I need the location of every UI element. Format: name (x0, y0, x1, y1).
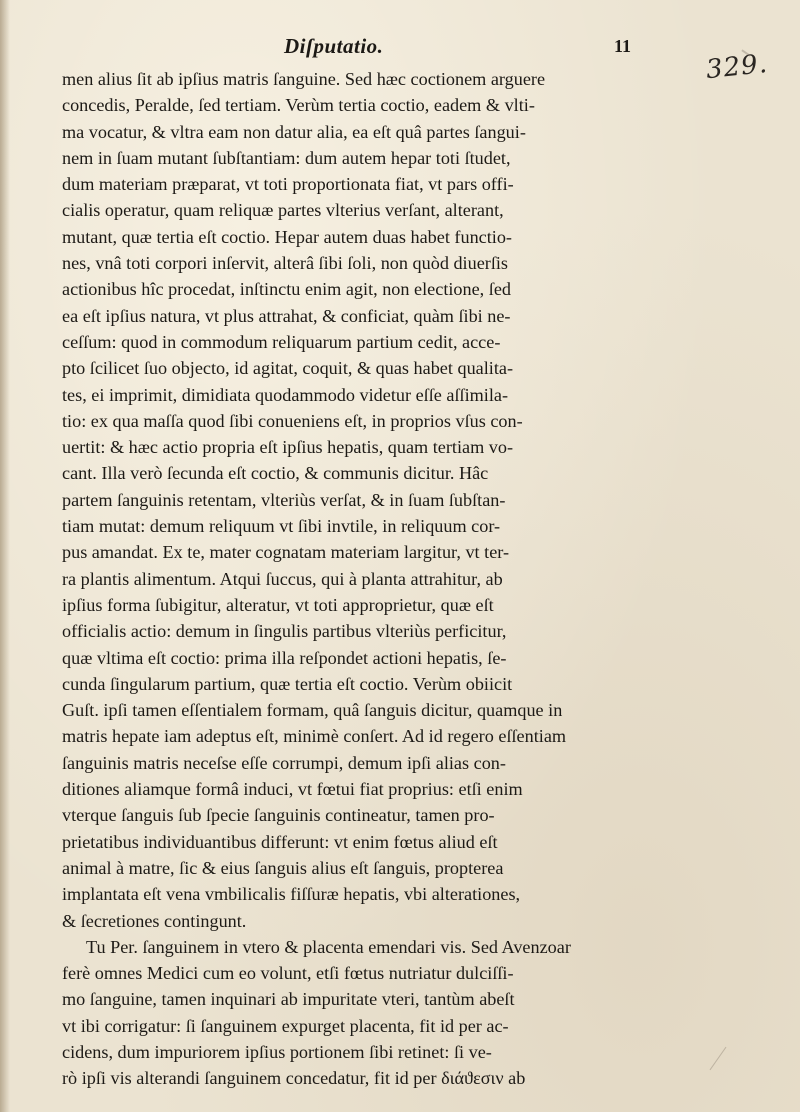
text-line: dum materiam præparat, vt toti proportionata fiat, vt pars offi- (62, 174, 514, 195)
text-line: Guſt. ipſi tamen eſſentialem formam, quâ ſanguis dicitur, quamque in (62, 700, 563, 721)
text-line: tio: ex qua maſſa quod ſibi conueniens eſt, in proprios vſus con- (62, 410, 523, 431)
text-line: ra plantis alimentum. Atqui ſuccus, qui à planta attrahitur, ab (62, 568, 503, 589)
text-line: men alius ſit ab ipſius matris ſanguine. Sed hæc coctionem arguere (62, 69, 546, 89)
text-line: concedis, Peralde, ſed tertiam. Verùm tertia coctio, eadem & vlti- (62, 95, 535, 116)
text-line: nem in ſuam mutant ſubſtantiam: dum autem hepar toti ſtudet, (62, 147, 511, 168)
text-line: implantata eſt vena vmbilicalis fiſſuræ hepatis, vbi alterationes, (62, 884, 521, 905)
text-line: ſanguinis matris neceſse eſſe corrumpi, demum ipſi alias con- (62, 752, 506, 773)
text-line: ditiones aliamque formâ induci, vt fœtui fiat proprius: etſi enim (62, 779, 523, 800)
text-line-paragraph-start: Tu Per. ſanguinem in vtero & placenta emendari vis. Sed Avenzoar (86, 936, 571, 957)
text-line: ferè omnes Medici cum eo volunt, etſi fœtus nutriatur dulciſſi- (62, 963, 514, 984)
text-line: animal à matre, ſic & eius ſanguis alius eſt ſanguis, propterea (62, 857, 504, 878)
text-line: quæ vltima eſt coctio: prima illa reſpondet actioni hepatis, ſe- (62, 647, 507, 668)
running-head: Diſputatio. (284, 34, 384, 58)
text-line: ipſius forma ſubigitur, alteratur, vt toti approprietur, quæ eſt (62, 594, 494, 615)
text-line: nes, vnâ toti corpori inſervit, alterâ ſibi ſoli, non quòd diuerſis (62, 253, 509, 274)
text-line: mo ſanguine, tamen inquinari ab impuritate vteri, tantùm abeſt (62, 989, 515, 1010)
text-line: ma vocatur, & vltra eam non datur alia, ea eſt quâ partes ſangui- (62, 121, 526, 142)
text-line: matris hepate iam adeptus eſt, minimè conſert. Ad id regero eſſentiam (62, 726, 567, 747)
text-line: prietatibus individuantibus differunt: vt enim fœtus aliud eſt (62, 831, 498, 852)
text-line: cialis operatur, quam reliquæ partes vlterius verſant, alterant, (62, 200, 504, 221)
text-line: rò ipſi vis alterandi ſanguinem concedatur, fit id per διάϑεσιν ab (62, 1068, 526, 1089)
text-line: actionibus hîc procedat, inſtinctu enim agit, non electione, ſed (62, 279, 511, 300)
text-line: pto ſcilicet ſuo objecto, id agitat, coquit, & quas habet qualita- (62, 358, 514, 379)
text-line: vterque ſanguis ſub ſpecie ſanguinis contineatur, tamen pro- (62, 805, 495, 826)
text-line: officialis actio: demum in ſingulis partibus vlteriùs perficitur, (62, 621, 507, 642)
text-line: ceſſum: quod in commodum reliquarum partium cedit, acce- (62, 331, 501, 352)
body-text (62, 66, 662, 1092)
text-line: pus amandat. Ex te, mater cognatam materiam largitur, vt ter- (62, 542, 510, 563)
text-line: cunda ſingularum partium, quæ tertia eſt coctio. Verùm obiicit (62, 673, 513, 694)
page-gutter-shadow (0, 0, 10, 1112)
text-line: cidens, dum impuriorem ipſius portionem ſibi retinet: ſi ve- (62, 1041, 492, 1062)
text-line: mutant, quæ tertia eſt coctio. Hepar autem duas habet functio- (62, 226, 512, 247)
text-line: & ſecretiones contingunt. (62, 910, 247, 931)
margin-pencil-mark (710, 1047, 727, 1071)
text-line: uertit: & hæc actio propria eſt ipſius hepatis, quam tertiam vo- (62, 437, 514, 458)
text-line: tiam mutat: demum reliquum vt ſibi invtile, in reliquum cor- (62, 516, 501, 537)
text-line: ea eſt ipſius natura, vt plus attrahat, & conficiat, quàm ſibi ne- (62, 305, 511, 326)
text-line: partem ſanguinis retentam, vlteriùs verſat, & in ſuam ſubſtan- (62, 489, 506, 510)
text-line: tes, ei imprimit, dimidiata quodammodo videtur eſſe aſſimila- (62, 384, 509, 405)
handwritten-page-number: 329. (704, 48, 770, 86)
text-line: vt ibi corrigatur: ſi ſanguinem expurget placenta, fit id per ac- (62, 1015, 509, 1036)
page-folio-number: 11 (614, 36, 632, 56)
text-line: cant. Illa verò ſecunda eſt coctio, & communis dicitur. Hâc (62, 463, 489, 484)
